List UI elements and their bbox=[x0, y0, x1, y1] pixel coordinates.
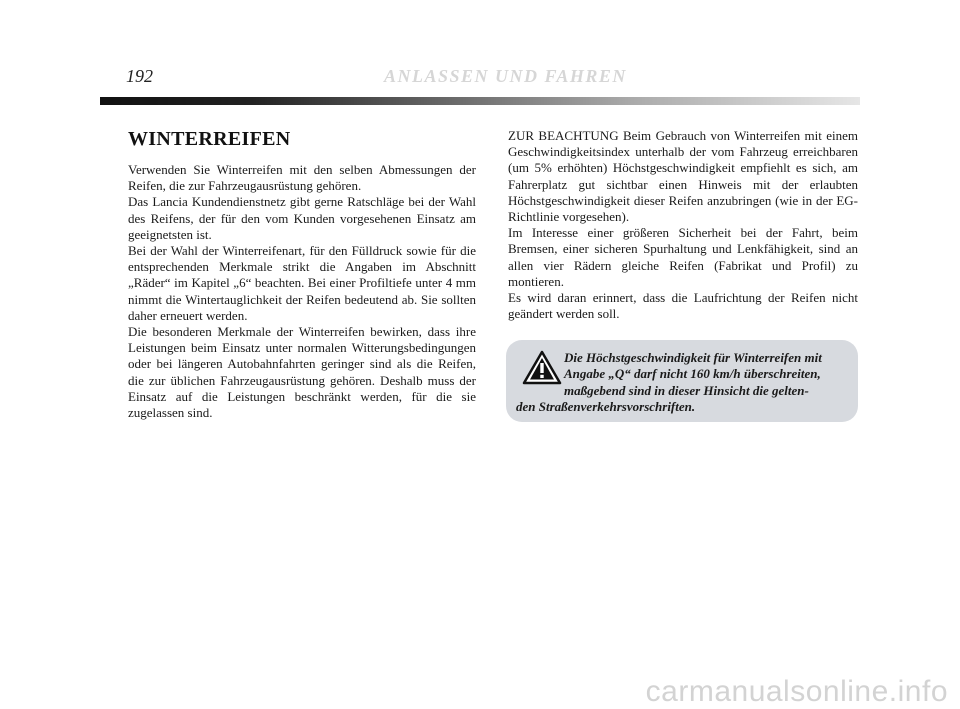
paragraph: Bei der Wahl der Winterreifenart, für den Fülldruck sowie für die entsprechenden Merkmale strikt die Angaben im Abschnitt „Räder“ im Kapitel „6“ beachten. Bei einer Profiltiefe unter 4 mm nimmt die Wintertauglichkeit der Reifen bedeutend ab. Sie sollten daher erneuert werden. bbox=[128, 243, 476, 323]
right-column bbox=[508, 128, 858, 322]
warning-text bbox=[516, 350, 852, 415]
header-rule bbox=[100, 97, 860, 105]
left-column bbox=[128, 128, 476, 421]
paragraph: Verwenden Sie Winterreifen mit den selben Abmessungen der Reifen, die zur Fahrzeugausrüstung gehören. bbox=[128, 162, 476, 194]
watermark: carmanualsonline.info bbox=[645, 675, 948, 708]
warning-text-rest: den Straßenverkehrsvorschriften. bbox=[516, 398, 696, 414]
warning-text-indented: Die Höchstgeschwindigkeit für Winterreifen mit Angabe „Q“ darf nicht 160 km/h überschreiten, maßgebend sind in dieser Hinsicht die gelten- bbox=[564, 350, 822, 398]
paragraph: Es wird daran erinnert, dass die Laufrichtung der Reifen nicht geändert werden soll. bbox=[508, 290, 858, 322]
paragraph: Die besonderen Merkmale der Winterreifen bewirken, dass ihre Leistungen beim Einsatz unter normalen Witterungsbedingungen oder bei längeren Autobahnfahrten geringer sind als die Reifen, die zur üblichen Fahrzeugausrüstung gehören. Deshalb muss der Einsatz auf die Leistungen beschränkt werden, für die sie zugelassen sind. bbox=[128, 324, 476, 421]
section-heading: WINTERREIFEN bbox=[128, 128, 291, 150]
paragraph: ZUR BEACHTUNG Beim Gebrauch von Winterreifen mit einem Geschwindigkeitsindex unterhalb der vom Fahrzeug erreichbaren (um 5% erhöhten) Höchstgeschwindigkeit empfiehlt es sich, am Fahrerplatz gut sichtbar einen Hinweis mit der erlaubten Höchstgeschwindigkeit dieser Reifen anzubringen (wie in der EG-Richtlinie vorgesehen). bbox=[508, 128, 858, 225]
warning-box bbox=[506, 340, 858, 422]
paragraph: Im Interesse einer größeren Sicherheit bei der Fahrt, beim Bremsen, einer sicheren Spurhaltung und Lenkfähigkeit, sind an allen vier Rädern gleiche Reifen (Fabrikat und Profil) zu montieren. bbox=[508, 225, 858, 289]
paragraph: Das Lancia Kundendienstnetz gibt gerne Ratschläge bei der Wahl des Reifens, der für den vom Kunden vorgesehenen Einsatz am geeignetsten ist. bbox=[128, 194, 476, 242]
page-number: 192 bbox=[126, 66, 153, 86]
chapter-title: ANLASSEN UND FAHREN bbox=[384, 66, 627, 86]
